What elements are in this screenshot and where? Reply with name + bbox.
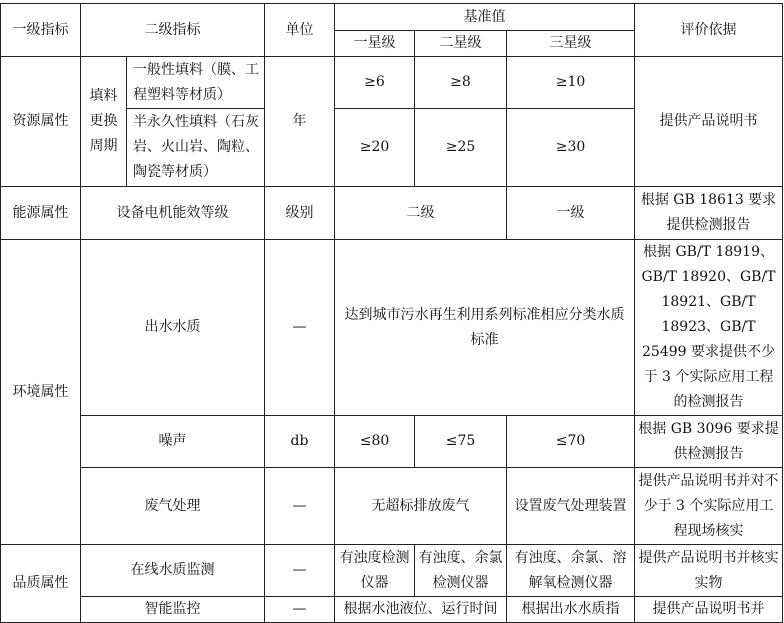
cycle-line: 填料	[89, 88, 118, 104]
effluent-unit: —	[265, 240, 335, 416]
header-baseline: 基准值	[335, 4, 635, 31]
online-basis: 提供产品说明书并核实实物	[635, 545, 783, 597]
semi-star3: ≥30	[507, 109, 635, 187]
noise-star1: ≤80	[335, 416, 415, 468]
category-quality: 品质属性	[1, 545, 81, 623]
general-star2: ≥8	[415, 57, 507, 109]
energy-basis: 根据 GB 18613 要求提供检测报告	[635, 187, 783, 240]
semi-fill-label: 半永久性填料（石灰岩、火山岩、陶粒、陶瓷等材质）	[127, 109, 265, 187]
energy-indicator: 设备电机能效等级	[81, 187, 265, 240]
online-indicator: 在线水质监测	[81, 545, 265, 597]
gas-basis: 提供产品说明书并对不少于 3 个实际应用工程现场核实	[635, 468, 783, 545]
gas-unit: —	[265, 468, 335, 545]
general-fill-label: 一般性填料（膜、工程塑料等材质）	[127, 57, 265, 109]
semi-star1: ≥20	[335, 109, 415, 187]
fill-replacement-cycle	[81, 57, 127, 187]
gas-indicator: 废气处理	[81, 468, 265, 545]
effluent-indicator: 出水水质	[81, 240, 265, 416]
gas-star3: 设置废气处理装置	[507, 468, 635, 545]
effluent-requirement: 达到城市污水再生利用系列标准相应分类水质标准	[335, 240, 635, 416]
noise-basis: 根据 GB 3096 要求提供检测报告	[635, 416, 783, 468]
semi-star2: ≥25	[415, 109, 507, 187]
header-basis: 评价依据	[635, 4, 783, 57]
effluent-basis: 根据 GB/T 18919、GB/T 18920、GB/T 18921、GB/T 18923、GB/T 25499 要求提供不少于 3 个实际应用工程的检测报告	[635, 240, 783, 416]
smart-basis: 提供产品说明书并	[635, 597, 783, 623]
smart-star12: 根据水池液位、运行时间	[335, 597, 507, 623]
resource-basis: 提供产品说明书	[635, 57, 783, 187]
header-unit: 单位	[265, 4, 335, 57]
online-star3: 有浊度、余氯、溶解氧检测仪器	[507, 545, 635, 597]
online-star1: 有浊度检测仪器	[335, 545, 415, 597]
energy-star3: 一级	[507, 187, 635, 240]
resource-unit: 年	[265, 57, 335, 187]
header-level2: 二级指标	[81, 4, 265, 57]
general-star1: ≥6	[335, 57, 415, 109]
cycle-line: 更换	[89, 113, 118, 129]
noise-indicator: 噪声	[81, 416, 265, 468]
header-star3: 三星级	[507, 31, 635, 57]
header-star1: 一星级	[335, 31, 415, 57]
category-energy: 能源属性	[1, 187, 81, 240]
smart-star3: 根据出水水质指	[507, 597, 635, 623]
evaluation-indicator-table	[0, 3, 783, 623]
cycle-line: 周期	[89, 138, 118, 154]
category-resource: 资源属性	[1, 57, 81, 187]
energy-unit: 级别	[265, 187, 335, 240]
online-unit: —	[265, 545, 335, 597]
header-star2: 二星级	[415, 31, 507, 57]
smart-indicator: 智能监控	[81, 597, 265, 623]
noise-star3: ≤70	[507, 416, 635, 468]
general-star3: ≥10	[507, 57, 635, 109]
energy-star12: 二级	[335, 187, 507, 240]
gas-star12: 无超标排放废气	[335, 468, 507, 545]
smart-unit: —	[265, 597, 335, 623]
noise-star2: ≤75	[415, 416, 507, 468]
noise-unit: db	[265, 416, 335, 468]
header-level1: 一级指标	[1, 4, 81, 57]
category-environment: 环境属性	[1, 240, 81, 545]
online-star2: 有浊度、余氯检测仪器	[415, 545, 507, 597]
